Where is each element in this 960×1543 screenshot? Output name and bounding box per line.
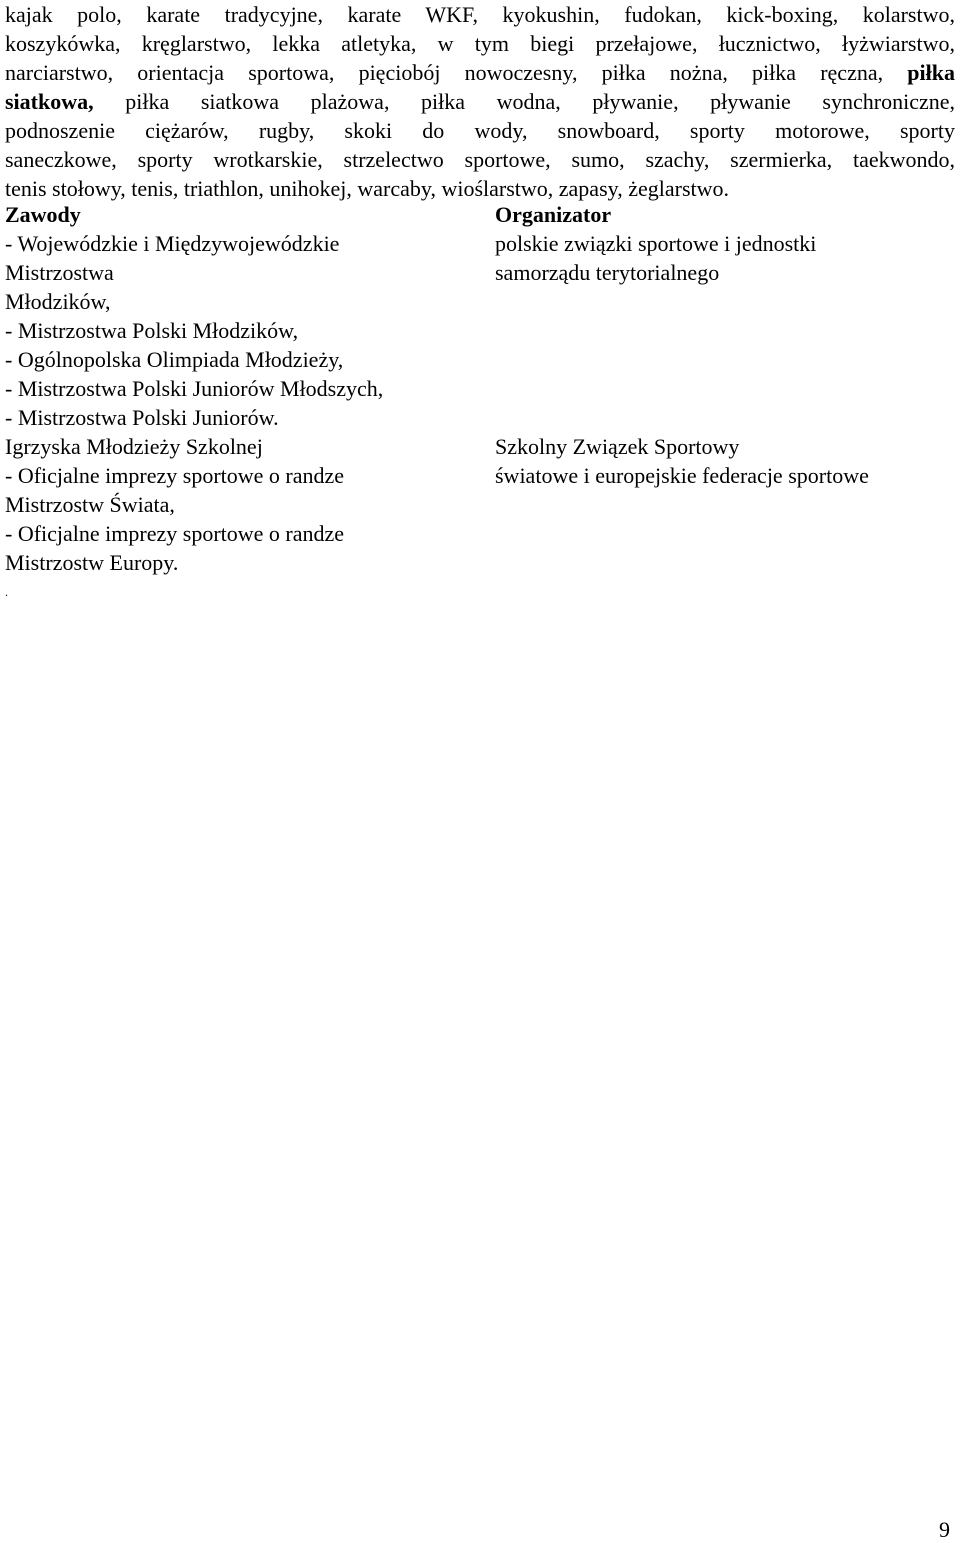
sports-list-paragraph <box>5 0 955 203</box>
organizer-line: Szkolny Związek Sportowy <box>495 434 740 459</box>
page-number: 9 <box>939 1517 950 1542</box>
competition-line: - Mistrzostwa Polski Juniorów Młodszych, <box>5 376 384 401</box>
competition-line: - Oficjalne imprezy sportowe o randze <box>5 463 345 488</box>
competition-line: - Wojewódzkie i Międzywojewódzkie <box>5 231 340 256</box>
spacer <box>495 287 955 316</box>
organizer-line: samorządu terytorialnego <box>495 260 720 285</box>
competition-line: - Mistrzostwa Polski Młodzików, <box>5 318 299 343</box>
bold-text: siatkowa, <box>5 89 94 114</box>
competition-line: Igrzyska Młodzieży Szkolnej <box>5 434 263 459</box>
spacer <box>495 374 955 403</box>
competition-line: Mistrzostw Świata, <box>5 492 175 517</box>
document-page <box>5 0 955 1543</box>
text-line <box>5 58 955 87</box>
spacer <box>495 403 955 432</box>
organizer-line: polskie związki sportowe i jednostki <box>495 231 817 256</box>
organizers-header: Organizator <box>495 202 612 227</box>
spacer <box>495 316 955 345</box>
competitions-column <box>5 200 475 577</box>
text-line <box>5 87 955 116</box>
organizers-column <box>495 200 955 490</box>
text-line: koszykówka, kręglarstwo, lekka atletyka, w tym biegi przełajowe, łucznictwo, łyżwiarstwo, <box>5 31 955 56</box>
text-segment: narciarstwo, orientacja sportowa, pięciobój nowoczesny, piłka nożna, piłka ręczna, <box>5 60 908 85</box>
competition-line: Młodzików, <box>5 289 111 314</box>
text-line: tenis stołowy, tenis, triathlon, unihokej, warcaby, wioślarstwo, zapasy, żeglarstwo. <box>5 176 730 201</box>
competition-line: Mistrzostwa <box>5 260 114 285</box>
organizer-line: światowe i europejskie federacje sportowe <box>495 463 869 488</box>
text-segment: piłka siatkowa plażowa, piłka wodna, pływanie, pływanie synchroniczne, <box>93 89 955 114</box>
text-line: kajak polo, karate tradycyjne, karate WKF, kyokushin, fudokan, kick-boxing, kolarstwo, <box>5 2 955 27</box>
competition-line: - Oficjalne imprezy sportowe o randze <box>5 521 345 546</box>
competition-line: - Ogólnopolska Olimpiada Młodzieży, <box>5 347 344 372</box>
competitions-header: Zawody <box>5 202 81 227</box>
competition-line: - Mistrzostwa Polski Juniorów. <box>5 405 279 430</box>
text-line: podnoszenie ciężarów, rugby, skoki do wody, snowboard, sporty motorowe, sporty <box>5 118 955 143</box>
spacer <box>495 345 955 374</box>
bold-text: piłka <box>907 60 955 85</box>
text-line: saneczkowe, sporty wrotkarskie, strzelectwo sportowe, sumo, szachy, szermierka, taekwondo, <box>5 147 955 172</box>
competition-line: Mistrzostw Europy. <box>5 550 179 575</box>
trailing-dot: . <box>5 585 8 599</box>
